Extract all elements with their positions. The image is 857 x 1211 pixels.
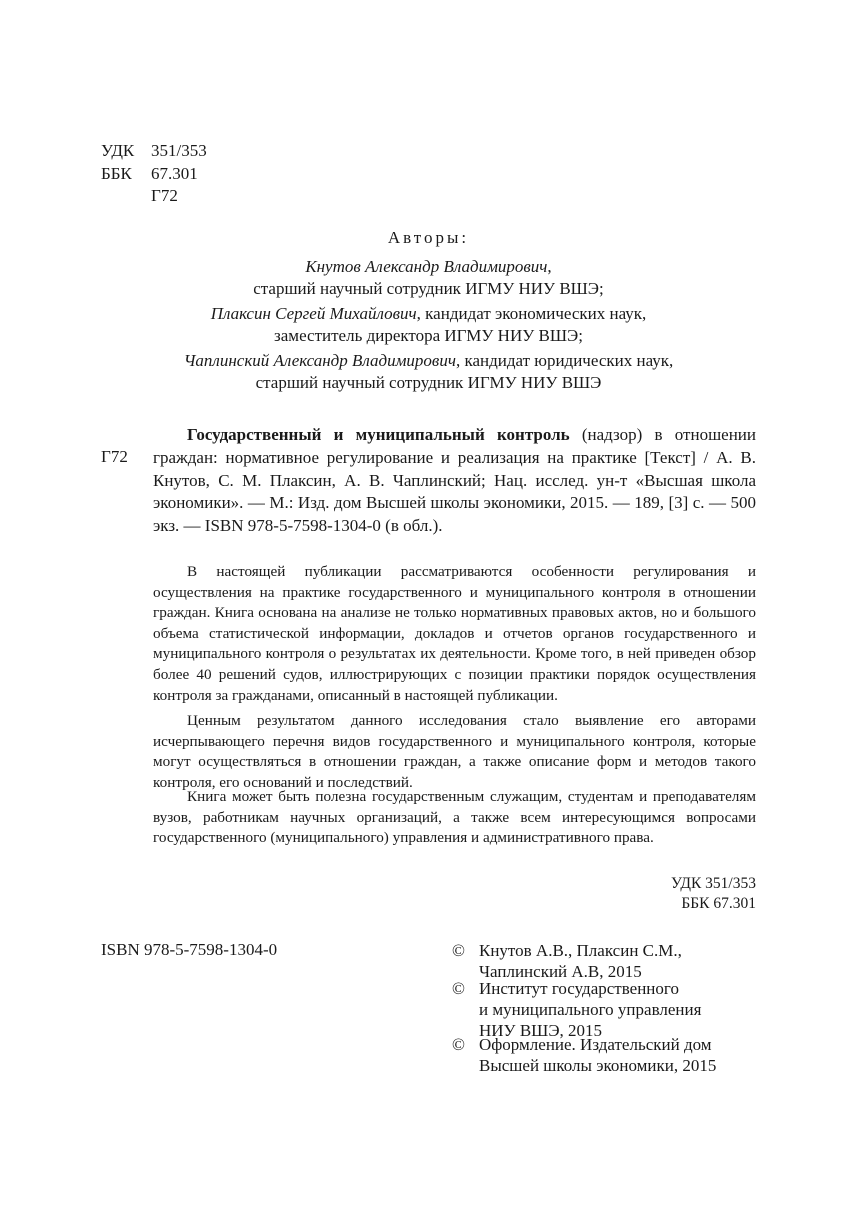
isbn: ISBN 978-5-7598-1304-0 [101,940,278,959]
copyright-line: Высшей школы экономики, 2015 [479,1056,717,1075]
copyright-symbol: © [452,979,465,998]
annotation-paragraph-3: Книга может быть полезна государственным служащим, студентам и преподавателям вузов, работникам научных организаций, а также всем интересующимся вопросами государственного (муниципального) управления и административного права. [153,788,756,847]
author-entry [100,350,757,393]
author-sign: Г72 [151,186,178,205]
udk-value: 351/353 [151,141,207,160]
author-position: старший научный сотрудник ИГМУ НИУ ВШЭ [255,372,602,392]
copyright-line: Институт государственного [479,979,679,998]
copyright-line: НИУ ВШЭ, 2015 [479,1021,603,1040]
udk-code: УДК 351/353 [670,875,756,892]
copyright-line: Оформление. Издательский дом [479,1035,712,1054]
classification-codes [101,140,207,208]
author-entry [100,256,757,299]
author-line-1 [100,350,757,372]
bbk-value: 67.301 [151,163,198,183]
classification-block [671,874,756,914]
copyright-notice [452,978,772,1041]
book-title: Государственный и муниципальный контроль [187,425,570,444]
author-credentials: , кандидат экономических наук, [416,304,647,323]
author-name: Чаплинский Александр Владимирович [183,351,456,370]
copyright-notice [452,1034,772,1076]
authors-heading: Авторы: [387,228,470,247]
copyright-symbol: © [452,1035,465,1054]
biblio-author-sign: Г72 [101,447,128,466]
copyright-line: и муниципального управления [479,1000,702,1019]
author-sign-row [101,185,207,208]
copyright-symbol: © [452,941,465,960]
copyright-line: Кнутов А.В., Плаксин С.М., [479,941,682,960]
udk-row [101,140,207,163]
author-position: старший научный сотрудник ИГМУ НИУ ВШЭ; [253,278,604,298]
bbk-label: ББК [101,163,132,183]
author-position: заместитель директора ИГМУ НИУ ВШЭ; [274,325,583,345]
author-name: Плаксин Сергей Михайлович [210,304,417,323]
author-entry [100,303,757,346]
bbk-row [101,163,207,186]
author-credentials: , [547,257,552,276]
copyright-notice [452,940,772,982]
bbk-code: ББК 67.301 [681,895,756,912]
annotation-paragraph-1: В настоящей публикации рассматриваются особенности регулирования и осуществления на практике государственного и муниципального контроля в отношении граждан. Книга основана на анализе не только нормативных правовых актов, но и большого объема статистической информации, докладов и отчетов органов государственного и муниципального контроля о результатах их деятельности. Кроме того, в ней приведен обзор более 40 решений судов, иллюстрирующих с позиции практики порядок осуществления контроля за гражданами, описанный в настоящей публикации. [153,563,756,704]
udk-label: УДК [101,141,135,160]
bibliographic-record [153,424,756,538]
annotation-paragraph-2: Ценным результатом данного исследования стало выявление его авторами исчерпывающего перечня видов государственного и муниципального контроля, которые могут осуществляться в отношении граждан, а также описание форм и методов такого контроля, его оснований и последствий. [153,712,756,791]
author-line-1 [100,256,757,278]
author-line-1 [100,303,757,325]
author-credentials: , кандидат юридических наук, [455,351,674,370]
author-name: Кнутов Александр Владимирович [305,257,548,276]
bibliographic-details: (надзор) в отношении граждан: нормативное регулирование и реализация на практике [Текст] / А. В. Кнутов, С. М. Плаксин, А. В. Чаплинский; Нац. исслед. ун-т «Высшая школа экономики». — М.: Изд. дом Высшей школы экономики, 2015. — 189, [3] с. — 500 экз. — ISBN 978-5-7598-1304-0 (в обл.). [153,425,756,536]
copyright-line: Чаплинский А.В, 2015 [479,962,642,981]
